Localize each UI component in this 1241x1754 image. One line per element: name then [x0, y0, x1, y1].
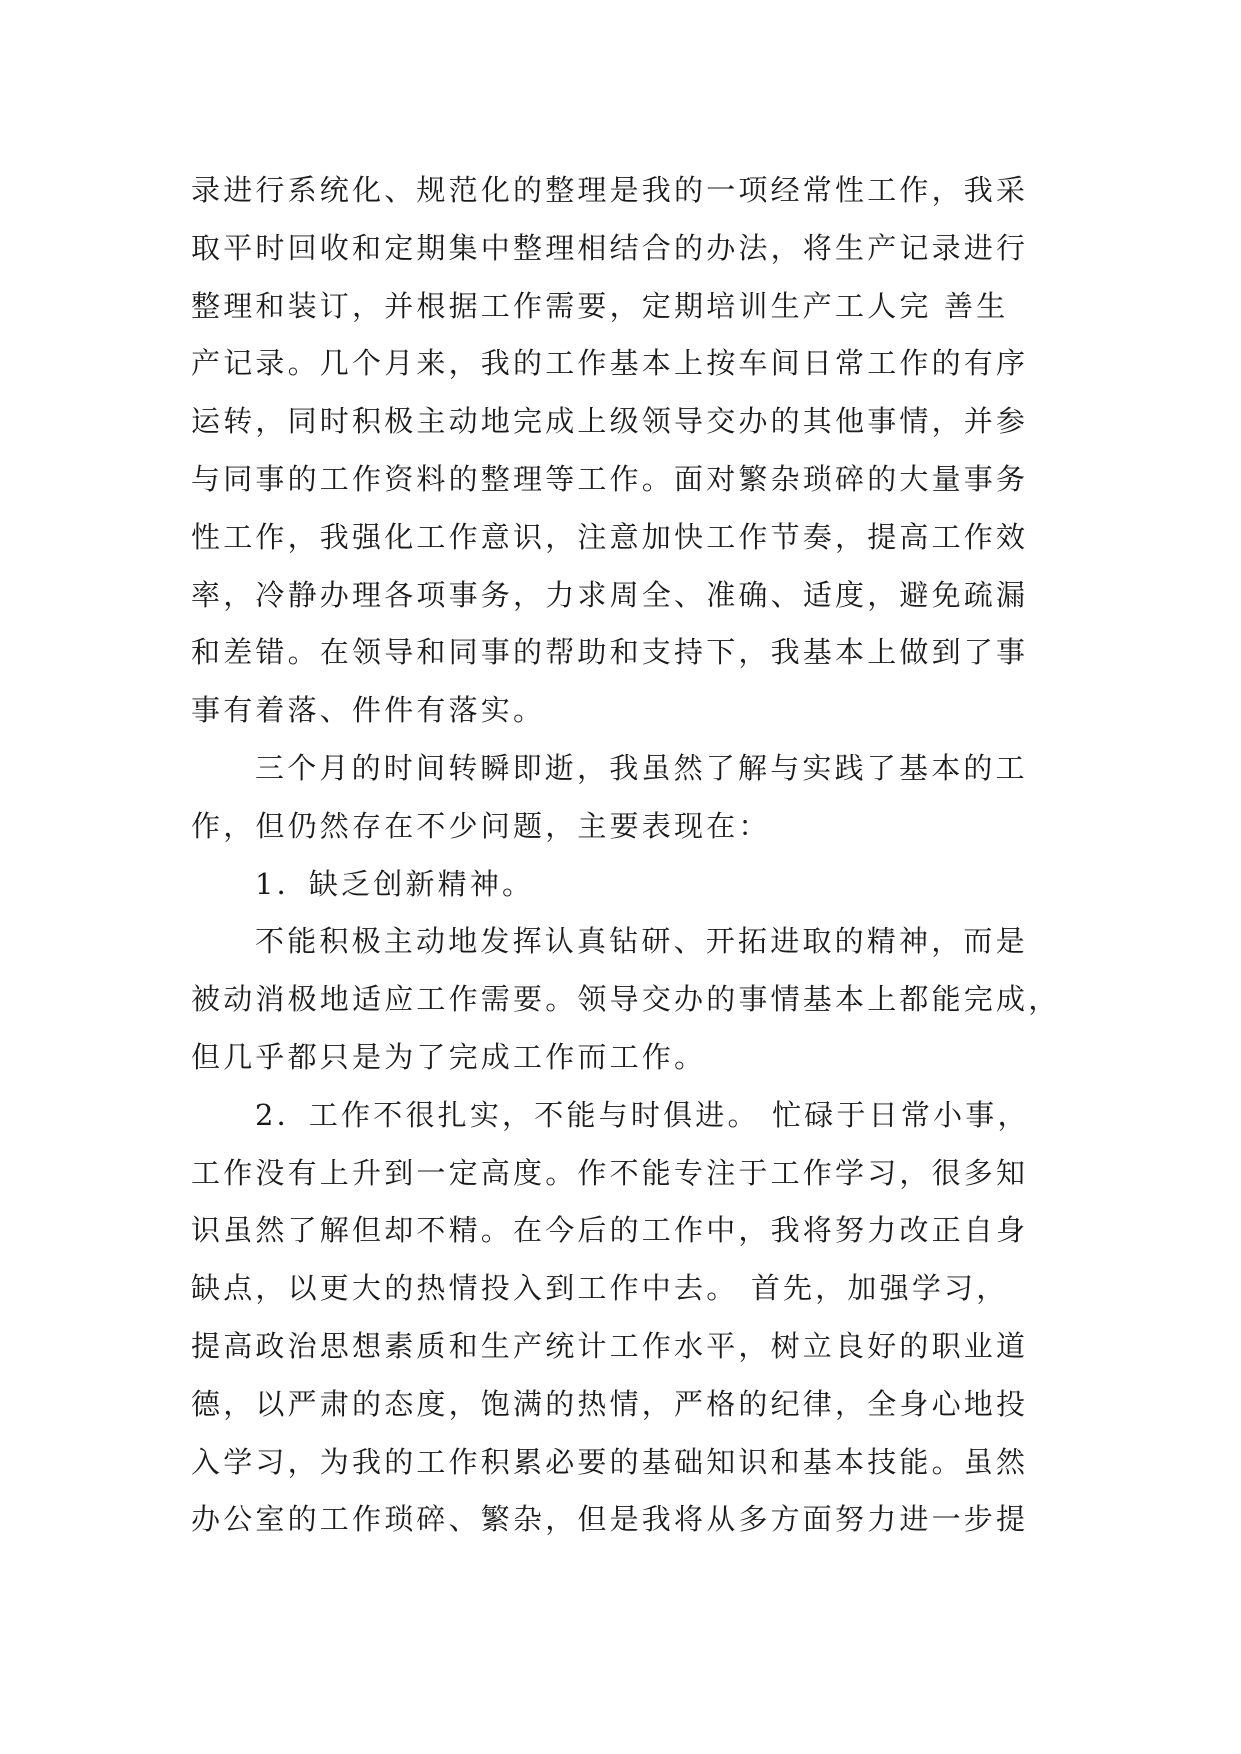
text-line: 办公室的工作琐碎、繁杂，但是我将从多方面努力进一步提	[191, 1502, 1029, 1537]
document-body	[191, 162, 1061, 1549]
text-line: 作，但仍然存在不少问题，主要表现在：	[191, 808, 771, 843]
text-line: 德，以严肃的态度，饱满的热情，严格的纪律，全身心地投	[191, 1386, 1029, 1421]
paragraph-start-line: 三个月的时间转瞬即逝，我虽然了解与实践了基本的工	[255, 750, 1028, 785]
text-line: 提高政治思想素质和生产统计工作水平，树立良好的职业道	[191, 1328, 1029, 1363]
text-line: 率，冷静办理各项事务，力求周全、准确、适度，避免疏漏	[191, 577, 1029, 612]
text-line: 运转，同时积极主动地完成上级领导交办的其他事情，并参	[191, 404, 1029, 439]
text-line: 和差错。在领导和同事的帮助和支持下，我基本上做到了事	[191, 635, 1029, 670]
text-line: 但几乎都只是为了完成工作而工作。	[191, 1039, 707, 1074]
text-line: 取平时回收和定期集中整理相结合的办法，将生产记录进行	[191, 230, 1029, 265]
text-line: 被动消极地适应工作需要。领导交办的事情基本上都能完成，	[191, 982, 1061, 1017]
text-line: 性工作，我强化工作意识，注意加快工作节奏，提高工作效	[191, 519, 1029, 554]
text-line: 入学习，为我的工作积累必要的基础知识和基本技能。虽然	[191, 1444, 1029, 1479]
text-line: 工作没有上升到一定高度。作不能专注于工作学习，很多知	[191, 1155, 1029, 1190]
list-item-heading: 1．缺乏创新精神。	[255, 866, 535, 901]
text-line: 事有着落、件件有落实。	[191, 693, 546, 728]
text-line: 整理和装订，并根据工作需要，定期培训生产工人完 善生	[191, 288, 1009, 323]
text-line: 产记录。几个月来，我的工作基本上按车间日常工作的有序	[191, 346, 1029, 381]
text-line: 与同事的工作资料的整理等工作。面对繁杂琐碎的大量事务	[191, 461, 1029, 496]
text-line: 录进行系统化、规范化的整理是我的一项经常性工作，我采	[191, 173, 1029, 207]
text-line: 识虽然了解但却不精。在今后的工作中，我将努力改正自身	[191, 1213, 1029, 1248]
paragraph-start-line: 不能积极主动地发挥认真钻研、开拓进取的精神，而是	[255, 924, 1028, 959]
list-item-heading: 2．工作不很扎实，不能与时俱进。 忙碌于日常小事，	[255, 1097, 1030, 1132]
text-line: 缺点，以更大的热情投入到工作中去。 首先，加强学习，	[191, 1271, 1009, 1306]
